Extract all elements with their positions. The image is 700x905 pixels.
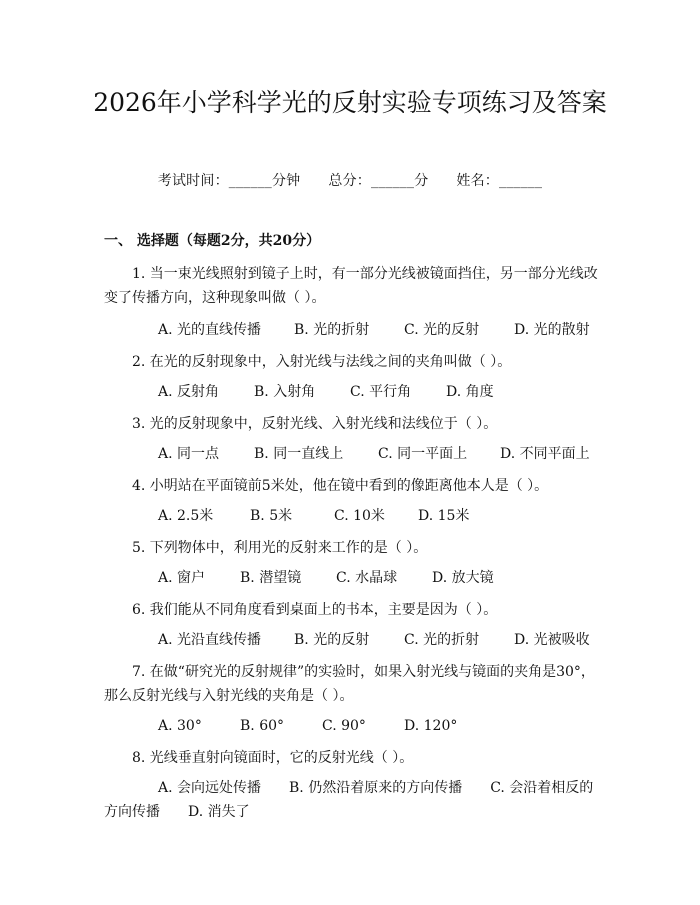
total-score-label: 总分：______分	[328, 173, 429, 189]
option-b: B. 光的反射	[294, 632, 370, 648]
question-stem: 4. 小明站在平面镜前5米处，他在镜中看到的像距离他本人是（ ）。	[132, 478, 549, 494]
page-title: 2026年小学科学光的反射实验专项练习及答案	[93, 88, 607, 117]
option-d: D. 放大镜	[432, 570, 494, 586]
question-5-options	[104, 566, 604, 590]
exam-meta	[0, 170, 700, 190]
question-1-options	[104, 318, 604, 342]
question-3	[104, 412, 604, 436]
question-7-options	[104, 714, 604, 738]
option-a: A. 同一点	[158, 446, 220, 462]
question-4-options	[104, 504, 604, 528]
option-c: C. 光的折射	[404, 632, 480, 648]
option-b: B. 5米	[250, 508, 293, 524]
option-b: B. 光的折射	[294, 322, 370, 338]
question-stem: 5. 下列物体中，利用光的反射来工作的是（ ）。	[132, 540, 428, 556]
option-d: D. 角度	[446, 384, 494, 400]
option-d: D. 光的散射	[514, 322, 590, 338]
option-b: B. 同一直线上	[254, 446, 344, 462]
option-b: B. 潜望镜	[240, 570, 302, 586]
option-d: D. 不同平面上	[500, 446, 590, 462]
option-d: D. 15米	[418, 508, 470, 524]
question-3-options	[104, 442, 604, 466]
question-5	[104, 536, 604, 560]
question-stem: 2. 在光的反射现象中，入射光线与法线之间的夹角叫做（ ）。	[132, 354, 512, 370]
option-d: D. 120°	[404, 718, 458, 734]
option-a: A. 光的直线传播	[158, 322, 262, 338]
question-stem: 6. 我们能从不同角度看到桌面上的书本，主要是因为（ ）。	[132, 602, 498, 618]
option-b: B. 入射角	[254, 384, 316, 400]
option-c: C. 90°	[322, 718, 366, 734]
question-stem: 3. 光的反射现象中，反射光线、入射光线和法线位于（ ）。	[132, 416, 498, 432]
option-b: B. 60°	[240, 718, 285, 734]
option-a: A. 窗户	[158, 570, 206, 586]
options-text: A. 会向远处传播 B. 仍然沿着原来的方向传播 C. 会沿着相反的方向传播 D. 消失了	[104, 780, 594, 820]
option-c: C. 同一平面上	[378, 446, 468, 462]
question-7	[104, 660, 604, 708]
option-c: C. 10米	[334, 508, 385, 524]
question-1	[104, 262, 604, 310]
student-name-label: 姓名：______	[456, 173, 543, 189]
question-6	[104, 598, 604, 622]
option-d: D. 光被吸收	[514, 632, 590, 648]
option-a: A. 30°	[158, 718, 202, 734]
question-stem: 1. 当一束光线照射到镜子上时，有一部分光线被镜面挡住，另一部分光线改变了传播方向，这种现象叫做（ ）。	[104, 266, 598, 306]
question-2	[104, 350, 604, 374]
option-a: A. 反射角	[158, 384, 220, 400]
question-4	[104, 474, 604, 498]
option-a: A. 光沿直线传播	[158, 632, 262, 648]
question-2-options	[104, 380, 604, 404]
question-stem: 7. 在做“研究光的反射规律”的实验时，如果入射光线与镜面的夹角是30°，那么反射光线与入射光线的夹角是（ ）。	[104, 664, 595, 704]
question-8	[104, 746, 604, 770]
section-heading: 一、 选择题（每题2分，共20分）	[104, 233, 321, 249]
question-6-options	[104, 628, 604, 652]
option-c: C. 平行角	[350, 384, 412, 400]
question-stem: 8. 光线垂直射向镜面时，它的反射光线（ ）。	[132, 750, 414, 766]
option-c: C. 光的反射	[404, 322, 480, 338]
question-8-options	[104, 776, 604, 824]
exam-time-label: 考试时间：______分钟	[157, 173, 301, 189]
option-c: C. 水晶球	[336, 570, 398, 586]
option-a: A. 2.5米	[158, 508, 214, 524]
